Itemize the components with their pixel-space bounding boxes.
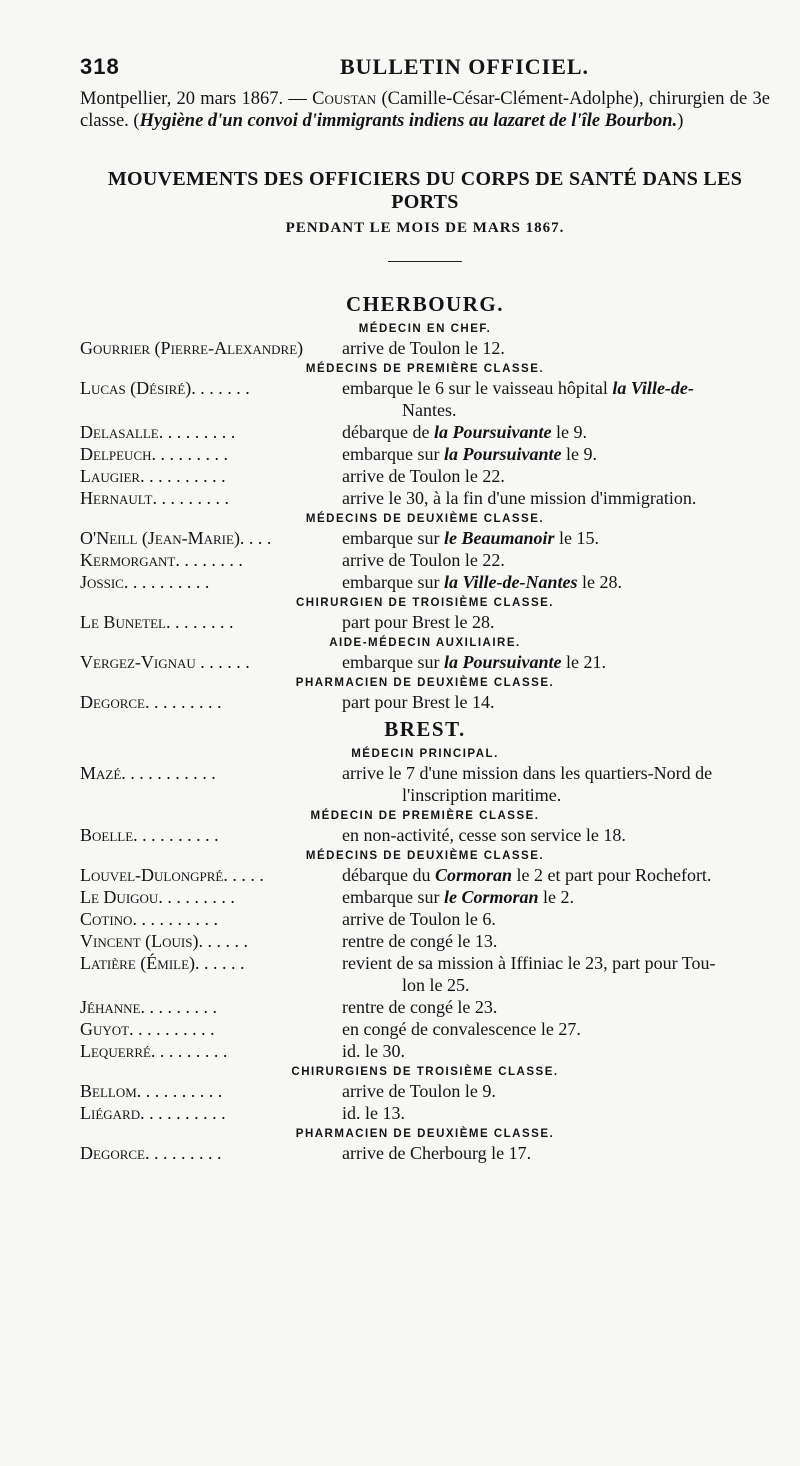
entry-row	[80, 824, 770, 846]
main-title: MOUVEMENTS DES OFFICIERS DU CORPS DE SANTÉ DANS LES PORTS	[107, 168, 743, 213]
entry-row	[80, 908, 770, 930]
movement-text: embarque sur	[342, 887, 444, 907]
grade-heading: MÉDECIN DE PREMIÈRE CLASSE.	[310, 810, 540, 822]
officer-name: Bellom. . . . . . . . . .	[80, 1081, 223, 1101]
running-head	[80, 54, 770, 88]
officer-name: Lequerré. . . . . . . . .	[80, 1041, 228, 1061]
movement-text: embarque sur	[342, 652, 444, 672]
port-heading: CHERBOURG.	[346, 292, 504, 316]
ship-name: Cormoran	[434, 865, 512, 885]
movement-continuation: l'inscription maritime.	[402, 785, 562, 805]
officer-name: Mazé. . . . . . . . . . .	[80, 763, 216, 783]
movement-text: embarque sur	[342, 528, 444, 548]
officer-name: Cotino. . . . . . . . . .	[80, 909, 218, 929]
movement-description	[342, 611, 770, 633]
entry-row	[80, 421, 770, 443]
intro-place-date: Montpellier, 20 mars 1867. —	[80, 89, 313, 109]
officer-name: Vincent (Louis). . . . . .	[80, 931, 248, 951]
movement-description	[342, 421, 770, 443]
officer-name: Jéhanne. . . . . . . . .	[80, 997, 217, 1017]
entry-row	[80, 651, 770, 673]
officer-name: Lucas (Désiré). . . . . . .	[80, 378, 250, 398]
entry-row	[80, 443, 770, 465]
port-heading: BREST.	[384, 717, 466, 741]
officer-name: Le Bunetel. . . . . . . .	[80, 612, 234, 632]
officer-name: Delasalle. . . . . . . . .	[80, 422, 236, 442]
movement-description	[342, 1040, 770, 1062]
ship-name: le Beaumanoir	[443, 528, 555, 548]
ship-name: la Ville-de-	[612, 378, 694, 398]
entry-row	[80, 1040, 770, 1062]
officer-name: Degorce. . . . . . . . .	[80, 692, 222, 712]
entry-row	[80, 1142, 770, 1164]
movement-text: arrive le 7 d'une mission dans les quartiers-Nord de	[342, 763, 713, 783]
officer-name: Vergez-Vignau . . . . . .	[80, 652, 250, 672]
movement-description	[342, 527, 770, 549]
movement-text-end: le 9.	[561, 444, 597, 464]
movement-continuation: lon le 25.	[402, 975, 470, 995]
separator-rule	[388, 261, 462, 262]
grade-heading: AIDE-MÉDECIN AUXILIAIRE.	[329, 637, 521, 649]
grade-heading: MÉDECINS DE DEUXIÈME CLASSE.	[305, 513, 545, 525]
grade-heading: CHIRURGIENS DE TROISIÈME CLASSE.	[291, 1066, 559, 1078]
movement-text: arrive de Cherbourg le 17.	[342, 1143, 532, 1163]
officer-name: Jossic. . . . . . . . . .	[80, 572, 210, 592]
movement-text: embarque le 6 sur le vaisseau hôpital	[342, 378, 613, 398]
movement-description	[342, 1142, 770, 1164]
movement-text-end: le 2 et part pour Rochefort.	[512, 865, 712, 885]
movement-text-end: le 9.	[551, 422, 587, 442]
movement-text: arrive de Toulon le 9.	[342, 1081, 496, 1101]
movement-text: arrive de Toulon le 12.	[342, 338, 505, 358]
movement-description	[342, 762, 770, 806]
entry-row	[80, 996, 770, 1018]
officer-name: Hernault. . . . . . . . .	[80, 488, 229, 508]
intro-work-title: Hygiène d'un convoi d'immigrants indiens au lazaret de l'île Bourbon.	[139, 111, 678, 131]
page	[80, 54, 770, 1164]
movement-description	[342, 487, 770, 509]
movement-text: embarque sur	[342, 572, 444, 592]
entry-row	[80, 487, 770, 509]
intro-name: Coustan	[312, 89, 377, 109]
officer-name: Degorce. . . . . . . . .	[80, 1143, 222, 1163]
intro-close: )	[677, 111, 684, 131]
entry-row	[80, 930, 770, 952]
ship-name: la Poursuivante	[433, 422, 552, 442]
movement-description	[342, 1018, 770, 1040]
movement-description	[342, 864, 770, 886]
movement-text: part pour Brest le 28.	[342, 612, 495, 632]
movement-description	[342, 337, 770, 359]
entry-row	[80, 691, 770, 713]
officer-name: Delpeuch. . . . . . . . .	[80, 444, 228, 464]
officer-name: Liégard. . . . . . . . . .	[80, 1103, 226, 1123]
grade-heading: CHIRURGIEN DE TROISIÈME CLASSE.	[296, 597, 554, 609]
movement-text: arrive de Toulon le 22.	[342, 550, 505, 570]
movement-text: revient de sa mission à Iffiniac le 23, part pour Tou-	[342, 953, 716, 973]
officer-name: Le Duigou. . . . . . . . .	[80, 887, 235, 907]
officer-name: Latière (Émile). . . . . .	[80, 953, 245, 973]
entry-row	[80, 886, 770, 908]
movement-description	[342, 996, 770, 1018]
movement-text-end: le 21.	[561, 652, 606, 672]
officer-name: Guyot. . . . . . . . . .	[80, 1019, 215, 1039]
entry-row	[80, 952, 770, 996]
grade-heading: PHARMACIEN DE DEUXIÈME CLASSE.	[295, 1128, 555, 1140]
movement-description	[342, 824, 770, 846]
entry-row	[80, 377, 770, 421]
movement-description	[342, 377, 770, 421]
entry-row	[80, 337, 770, 359]
officer-name: Kermorgant. . . . . . . .	[80, 550, 243, 570]
officer-name: Laugier. . . . . . . . . .	[80, 466, 226, 486]
entry-row	[80, 762, 770, 806]
movement-description	[342, 465, 770, 487]
intro-rest: (Camille-César-Clément-Adolphe), chirurgien de 3e classe. (	[80, 89, 770, 131]
movement-description	[342, 952, 770, 996]
movement-text: rentre de congé le 23.	[342, 997, 498, 1017]
officer-name: Louvel-Dulongpré. . . . .	[80, 865, 264, 885]
ship-name: la Ville-de-Nantes	[443, 572, 578, 592]
entry-row	[80, 864, 770, 886]
ship-name: la Poursuivante	[443, 444, 562, 464]
movement-text: id. le 13.	[342, 1103, 405, 1123]
movement-text: débarque de	[342, 422, 434, 442]
movement-text-end: le 28.	[577, 572, 622, 592]
movement-description	[342, 1102, 770, 1124]
movement-text: en non-activité, cesse son service le 18.	[342, 825, 626, 845]
movement-text: débarque du	[342, 865, 435, 885]
officer-name: Boelle. . . . . . . . . .	[80, 825, 219, 845]
entry-row	[80, 571, 770, 593]
ship-name: la Poursuivante	[443, 652, 562, 672]
entry-row	[80, 1080, 770, 1102]
entry-row	[80, 1018, 770, 1040]
entry-row	[80, 527, 770, 549]
officer-name: Gourrier (Pierre-Alexandre)	[80, 338, 304, 358]
movement-continuation: Nantes.	[402, 400, 457, 420]
movement-description	[342, 443, 770, 465]
grade-heading: MÉDECIN PRINCIPAL.	[351, 748, 499, 760]
intro-paragraph	[80, 88, 770, 132]
entry-row	[80, 611, 770, 633]
movement-description	[342, 886, 770, 908]
movement-text-end: le 15.	[554, 528, 599, 548]
ship-name: le Cormoran	[443, 887, 539, 907]
grade-heading: MÉDECIN EN CHEF.	[358, 323, 492, 335]
movement-description	[342, 691, 770, 713]
entry-row	[80, 1102, 770, 1124]
grade-heading: MÉDECINS DE DEUXIÈME CLASSE.	[305, 850, 545, 862]
officer-name: O'Neill (Jean-Marie). . . .	[80, 528, 272, 548]
page-number: 318	[80, 54, 120, 79]
movement-description	[342, 651, 770, 673]
movement-text-end: le 2.	[538, 887, 574, 907]
movement-text: embarque sur	[342, 444, 444, 464]
running-title: BULLETIN OFFICIEL.	[340, 54, 590, 79]
movement-description	[342, 571, 770, 593]
port-sections	[80, 292, 770, 1164]
movement-text: arrive de Toulon le 6.	[342, 909, 496, 929]
movement-text: rentre de congé le 13.	[342, 931, 498, 951]
movement-description	[342, 549, 770, 571]
movement-text: arrive le 30, à la fin d'une mission d'immigration.	[342, 488, 697, 508]
movement-description	[342, 908, 770, 930]
movement-description	[342, 1080, 770, 1102]
entry-row	[80, 465, 770, 487]
grade-heading: MÉDECINS DE PREMIÈRE CLASSE.	[305, 363, 545, 375]
entry-row	[80, 549, 770, 571]
grade-heading: PHARMACIEN DE DEUXIÈME CLASSE.	[295, 677, 555, 689]
movement-text: id. le 30.	[342, 1041, 405, 1061]
movement-text: en congé de convalescence le 27.	[342, 1019, 581, 1039]
movement-description	[342, 930, 770, 952]
sub-title: PENDANT LE MOIS DE MARS 1867.	[285, 220, 565, 236]
movement-text: part pour Brest le 14.	[342, 692, 495, 712]
movement-text: arrive de Toulon le 22.	[342, 466, 505, 486]
